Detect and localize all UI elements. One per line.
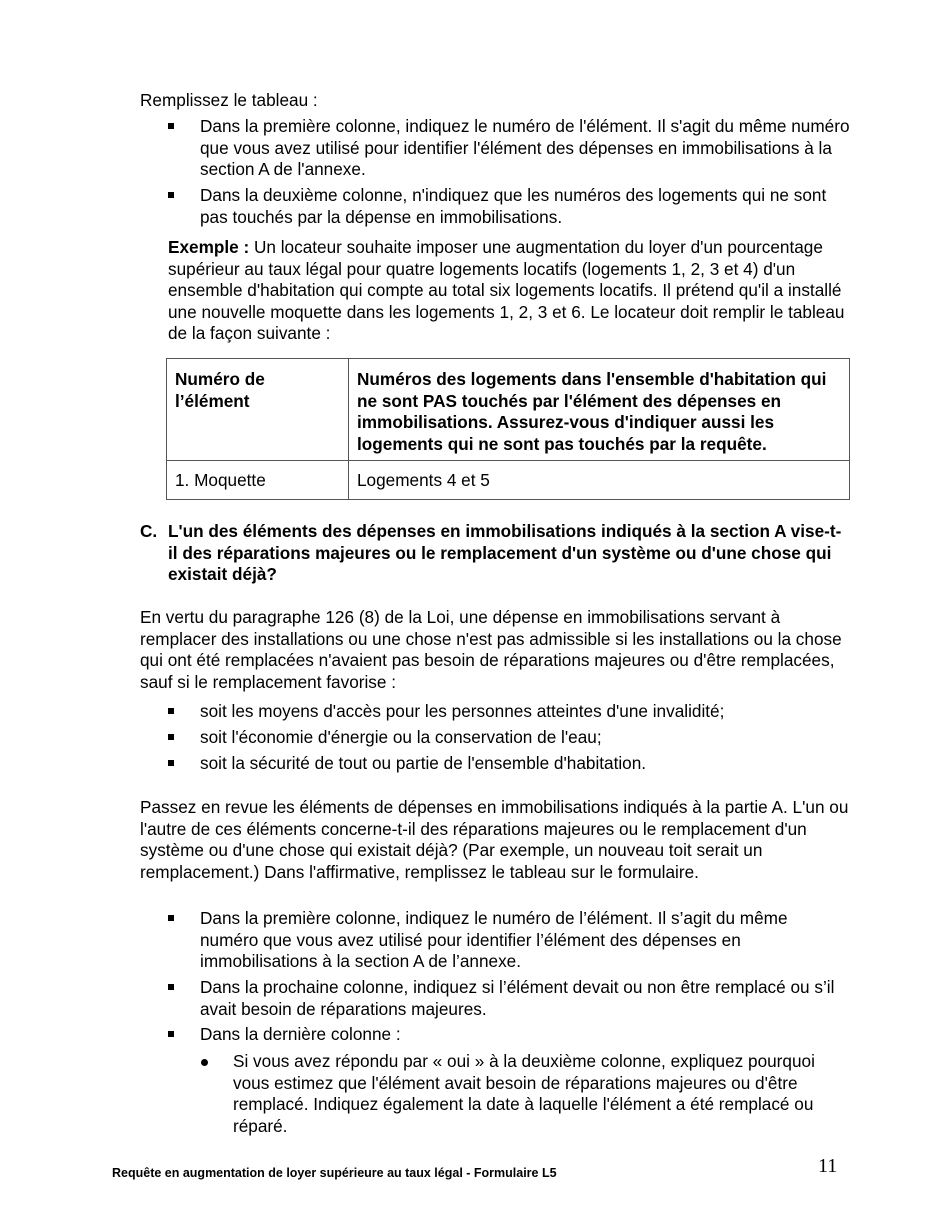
para2-bullet-2: Dans la prochaine colonne, indiquez si l’élément devait ou non être remplacé ou s’il avait besoin de réparations majeures. bbox=[200, 977, 835, 1019]
table-cell bbox=[167, 461, 349, 500]
paragraph-review: Passez en revue les éléments de dépenses en immobilisations indiqués à la partie A. L'un ou l'autre de ces éléments concerne-t-il des réparations majeures ou le remplacement d'un système ou d'une chose qui existait déjà? (Par exemple, un nouveau toit serait un remplacement.) Dans l'affirmative, remplissez le tableau sur le formulaire. bbox=[140, 797, 849, 882]
table-cell-units: Logements 4 et 5 bbox=[357, 470, 490, 490]
intro-bullet-1: Dans la première colonne, indiquez le numéro de l'élément. Il s'agit du même numéro que vous avez utilisé pour identifier l'élément des dépenses en immobilisations à la section A de l'annexe. bbox=[200, 116, 850, 179]
bullet-square-icon bbox=[168, 708, 174, 714]
bullet-square-icon bbox=[168, 984, 174, 990]
para1-bullet-2: soit l'économie d'énergie ou la conservation de l'eau; bbox=[200, 727, 602, 747]
footer-title: Requête en augmentation de loyer supérieure au taux légal - Formulaire L5 bbox=[112, 1166, 557, 1180]
table-cell-element: 1. Moquette bbox=[175, 470, 266, 490]
bullet-square-icon bbox=[168, 734, 174, 740]
section-c-heading: L'un des éléments des dépenses en immobilisations indiqués à la section A vise-t-il des réparations majeures ou le remplacement d'un système ou d'une chose qui existait déjà? bbox=[168, 521, 842, 584]
para2-bullet-1: Dans la première colonne, indiquez le numéro de l’élément. Il s’agit du même numéro que vous avez utilisé pour identifier l’élément des dépenses en immobilisations à la section A de l’annexe. bbox=[200, 908, 788, 971]
table-header-element-number: Numéro de l’élément bbox=[175, 369, 265, 411]
example-paragraph bbox=[168, 237, 850, 345]
bullet-dot-icon bbox=[201, 1059, 208, 1066]
bullet-square-icon bbox=[168, 915, 174, 921]
page-number: 11 bbox=[818, 1155, 838, 1177]
para1-bullet-1: soit les moyens d'accès pour les personnes atteintes d'une invalidité; bbox=[200, 701, 725, 721]
example-text: Un locateur souhaite imposer une augmentation du loyer d'un pourcentage supérieur au taux légal pour quatre logements locatifs (logements 1, 2, 3 et 4) d'un ensemble d'habitation qui compte au total six logements locatifs. Il prétend qu'il a installé une nouvelle moquette dans les logements 1, 2, 3 et 6. Le locateur doit remplir le tableau de la façon suivante : bbox=[168, 237, 845, 343]
bullet-square-icon bbox=[168, 123, 174, 129]
table-header-units: Numéros des logements dans l'ensemble d'habitation qui ne sont PAS touchés par l'élément des dépenses en immobilisations. Assurez-vous d'indiquer aussi les logements qui ne sont pas touchés par la requête. bbox=[357, 369, 827, 454]
table-header-row bbox=[167, 359, 850, 461]
section-c-letter: C. bbox=[140, 521, 158, 541]
table-header-cell bbox=[349, 359, 850, 461]
para1-bullet-3: soit la sécurité de tout ou partie de l'ensemble d'habitation. bbox=[200, 753, 647, 773]
bullet-square-icon bbox=[168, 192, 174, 198]
para2-bullet-3: Dans la dernière colonne : bbox=[200, 1024, 401, 1044]
intro-bullet-2: Dans la deuxième colonne, n'indiquez que les numéros des logements qui ne sont pas touchés par la dépense en immobilisations. bbox=[200, 185, 827, 227]
table-row bbox=[167, 461, 850, 500]
sub-bullet-explanation: Si vous avez répondu par « oui » à la deuxième colonne, expliquez pourquoi vous estimez que l'élément avait besoin de réparations majeures ou d'être remplacé. Indiquez également la date à laquelle l'élément a été remplacé ou réparé. bbox=[233, 1051, 815, 1136]
bullet-square-icon bbox=[168, 1031, 174, 1037]
table-header-cell bbox=[167, 359, 349, 461]
example-table bbox=[166, 358, 850, 500]
intro-text: Remplissez le tableau : bbox=[140, 90, 318, 110]
example-label: Exemple : bbox=[168, 237, 250, 257]
table-cell bbox=[349, 461, 850, 500]
bullet-square-icon bbox=[168, 760, 174, 766]
paragraph-126-8: En vertu du paragraphe 126 (8) de la Loi, une dépense en immobilisations servant à remplacer des installations ou une chose n'est pas admissible si les installations ou la chose qui ont été remplacées n'avaient pas besoin de réparations majeures ou d'être remplacées, sauf si le remplacement favorise : bbox=[140, 607, 842, 692]
